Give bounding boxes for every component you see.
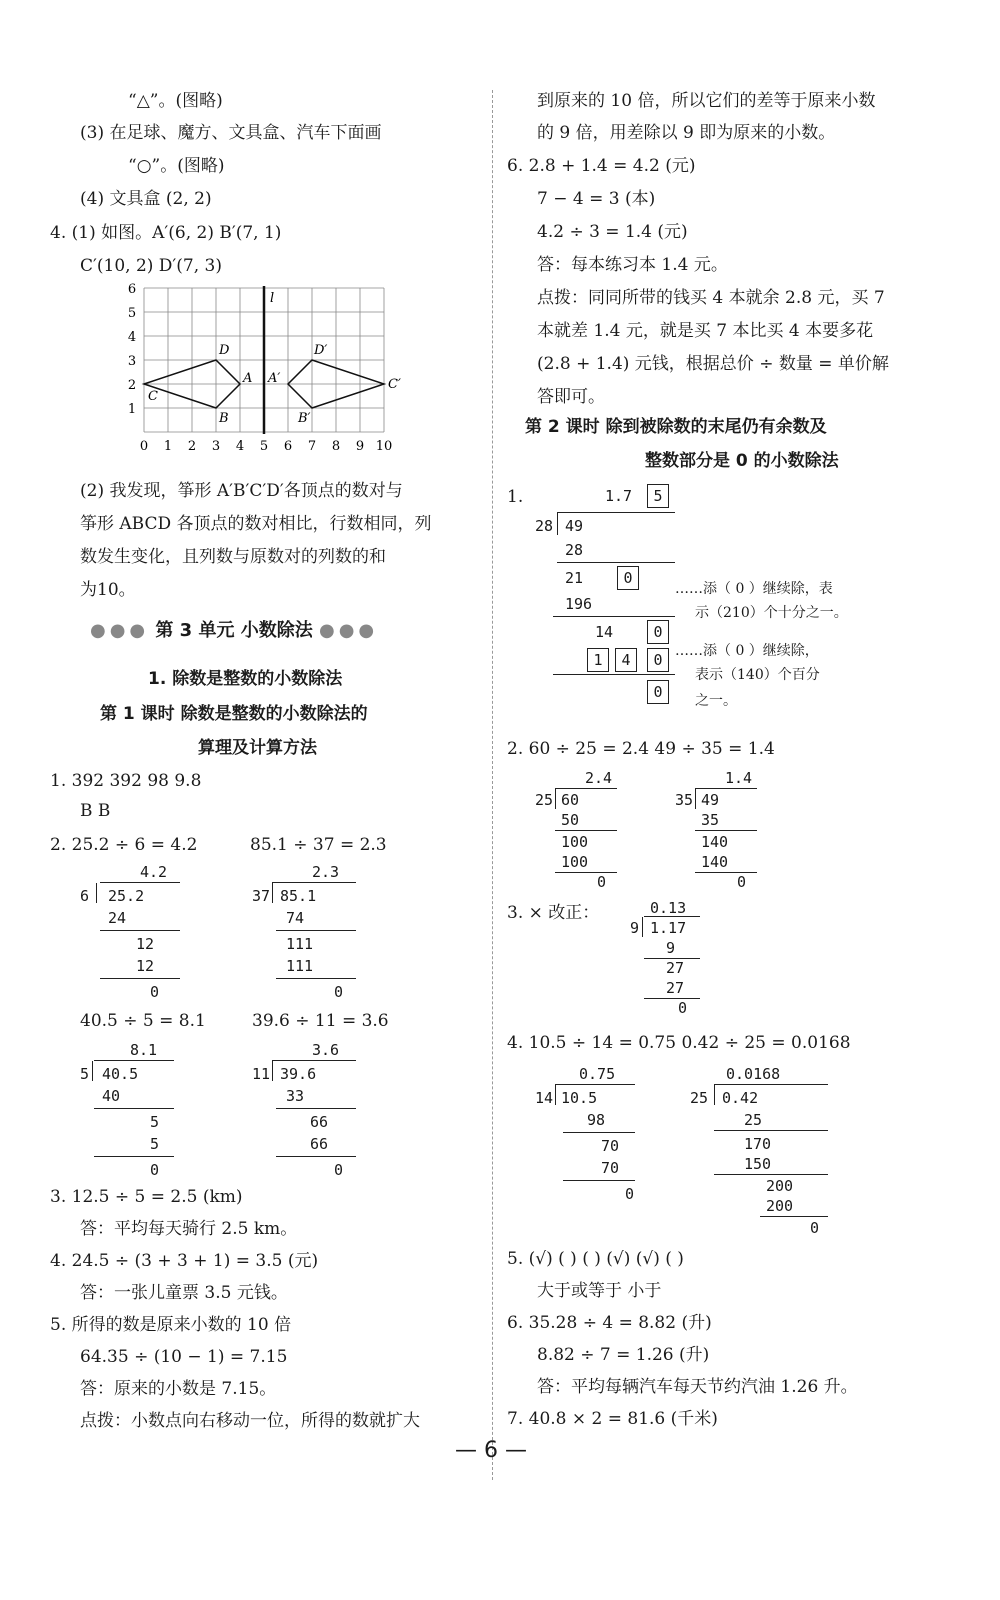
- text-line: 40.5 ÷ 5 = 8.1: [80, 1011, 206, 1031]
- unit-title: ●●● 第 3 单元 小数除法 ●●●: [90, 620, 379, 641]
- long-division: 8.1 5 40.5 40 5 5 0: [80, 1040, 190, 1180]
- coordinate-grid: [120, 282, 420, 467]
- text-line: (2.8 + 1.4) 元钱，根据总价 ÷ 数量 = 单价解: [537, 354, 889, 374]
- text-line: 4.2 ÷ 3 = 1.4 (元): [537, 222, 688, 242]
- x-tick-label: 10: [375, 439, 393, 454]
- text-line: 7 − 4 = 3 (本): [537, 189, 656, 209]
- text-line: 5. 所得的数是原来小数的 10 倍: [50, 1315, 292, 1335]
- text-line: 点拨：小数点向右移动一位，所得的数就扩大: [80, 1411, 420, 1431]
- long-division: 1.7 5 28 49 28 21 0 196 14 0 1 4 0 0: [535, 484, 695, 724]
- y-tick-label: 1: [127, 402, 137, 417]
- text-line: 点拨：同同所带的钱买 4 本就余 2.8 元，买 7: [537, 288, 885, 308]
- text-line: 5. (√) ( ) ( ) (√) (√) ( ): [507, 1249, 684, 1269]
- text-line: “○”。(图略): [128, 156, 225, 176]
- text-line: 39.6 ÷ 11 = 3.6: [252, 1011, 389, 1031]
- x-tick-label: 5: [259, 439, 269, 454]
- text-line: 数发生变化，且列数与原数对的列数的和: [80, 547, 386, 567]
- x-tick-label: 7: [307, 439, 317, 454]
- text-line: 2. 60 ÷ 25 = 2.4 49 ÷ 35 = 1.4: [507, 739, 775, 759]
- text-line: 答：原来的小数是 7.15。: [80, 1379, 277, 1399]
- long-division: 4.2 6 25.2 24 12 12 0: [80, 862, 190, 1002]
- point-label: C: [148, 389, 158, 404]
- text-line: 为10。: [80, 580, 136, 600]
- lesson-title: 整数部分是 0 的小数除法: [645, 451, 839, 471]
- text-line: (3) 在足球、魔方、文具盒、汽车下面画: [80, 123, 382, 143]
- y-tick-label: 2: [127, 378, 137, 393]
- text-line: 7. 40.8 × 2 = 81.6 (千米): [507, 1409, 718, 1429]
- long-division: 0.0168 25 0.42 25 170 150 200 200 0: [690, 1064, 840, 1239]
- dots-icon: ●●●: [90, 620, 150, 641]
- x-tick-label: 1: [163, 439, 173, 454]
- point-label: C′: [388, 377, 401, 392]
- point-label: B: [219, 411, 229, 426]
- y-tick-label: 6: [127, 282, 137, 297]
- point-label: A′: [268, 371, 281, 386]
- x-tick-label: 2: [187, 439, 197, 454]
- note: ……添（ 0 ）继续除，表: [675, 581, 833, 597]
- axis-label: l: [270, 291, 275, 306]
- text-line: 的 9 倍，用差除以 9 即为原来的小数。: [537, 123, 836, 143]
- point-label: B′: [298, 411, 311, 426]
- text-line: 3. × 改正：: [507, 903, 600, 923]
- long-division: 2.3 37 85.1 74 111 111 0: [252, 862, 362, 1002]
- lesson-title: 第 2 课时 除到被除数的末尾仍有余数及: [525, 417, 827, 437]
- text-line: (4) 文具盒 (2, 2): [80, 189, 212, 209]
- long-division: 2.4 25 60 50 100 100 0: [535, 768, 645, 888]
- long-division: 0.75 14 10.5 98 70 70 0: [535, 1065, 635, 1203]
- lesson-title: 算理及计算方法: [198, 738, 317, 758]
- y-tick-label: 3: [127, 354, 137, 369]
- x-tick-label: 9: [355, 439, 365, 454]
- long-division: 3.6 11 39.6 33 66 66 0: [252, 1040, 362, 1180]
- x-tick-label: 8: [331, 439, 341, 454]
- point-label: A: [243, 371, 253, 386]
- x-tick-label: 0: [139, 439, 149, 454]
- text-line: 3. 12.5 ÷ 5 = 2.5 (km): [50, 1187, 243, 1207]
- dots-icon: ●●●: [319, 620, 379, 641]
- text-line: 4. (1) 如图。A′(6, 2) B′(7, 1): [50, 223, 282, 243]
- text-line: 6. 35.28 ÷ 4 = 8.82 (升): [507, 1313, 712, 1333]
- long-division: 1.4 35 49 35 140 140 0: [675, 768, 785, 888]
- text-line: 到原来的 10 倍，所以它们的差等于原来小数: [537, 91, 876, 111]
- text-line: 答：每本练习本 1.4 元。: [537, 255, 728, 275]
- text-line: 大于或等于 小于: [537, 1281, 662, 1301]
- page-number: — 6 —: [455, 1438, 527, 1463]
- text-line: 答：平均每辆汽车每天节约汽油 1.26 升。: [537, 1377, 858, 1397]
- section-title: 1. 除数是整数的小数除法: [148, 669, 343, 689]
- text-line: 64.35 ÷ (10 − 1) = 7.15: [80, 1347, 288, 1367]
- note: 之一。: [695, 693, 737, 709]
- column-divider: [492, 90, 493, 1480]
- x-tick-label: 6: [283, 439, 293, 454]
- text-line: 8.82 ÷ 7 = 1.26 (升): [537, 1345, 710, 1365]
- long-division: 0.13 9 1.17 9 27 27 0: [630, 898, 720, 1018]
- x-tick-label: 3: [211, 439, 221, 454]
- text-line: (2) 我发现，筝形 A′B′C′D′各顶点的数对与: [80, 481, 403, 501]
- text-line: 答：平均每天骑行 2.5 km。: [80, 1219, 298, 1239]
- text-line: 1.: [507, 487, 524, 507]
- note: ……添（ 0 ）继续除，: [675, 643, 819, 659]
- text-line: 6. 2.8 + 1.4 = 4.2 (元): [507, 156, 696, 176]
- y-tick-label: 5: [127, 306, 137, 321]
- text-line: 筝形 ABCD 各顶点的数对相比，行数相同，列: [80, 514, 432, 534]
- text-line: 4. 24.5 ÷ (3 + 3 + 1) = 3.5 (元): [50, 1251, 319, 1271]
- point-label: D′: [314, 343, 328, 358]
- text-line: 2. 25.2 ÷ 6 = 4.2: [50, 835, 198, 855]
- text-line: 1. 392 392 98 9.8: [50, 771, 202, 791]
- lesson-title: 第 1 课时 除数是整数的小数除法的: [100, 704, 368, 724]
- text-line: 答即可。: [537, 387, 605, 407]
- point-label: D: [219, 343, 230, 358]
- text-line: B B: [80, 801, 111, 821]
- y-tick-label: 4: [127, 330, 137, 345]
- text-line: 4. 10.5 ÷ 14 = 0.75 0.42 ÷ 25 = 0.0168: [507, 1033, 851, 1053]
- note: 表示（140）个百分: [695, 667, 820, 683]
- x-tick-label: 4: [235, 439, 245, 454]
- text-line: “△”。(图略): [128, 91, 223, 111]
- text-line: C′(10, 2) D′(7, 3): [80, 256, 222, 276]
- text-line: 答：一张儿童票 3.5 元钱。: [80, 1283, 288, 1303]
- text-line: 85.1 ÷ 37 = 2.3: [250, 835, 387, 855]
- note: 示（210）个十分之一。: [695, 605, 848, 621]
- text-line: 本就差 1.4 元，就是买 7 本比买 4 本要多花: [537, 321, 874, 341]
